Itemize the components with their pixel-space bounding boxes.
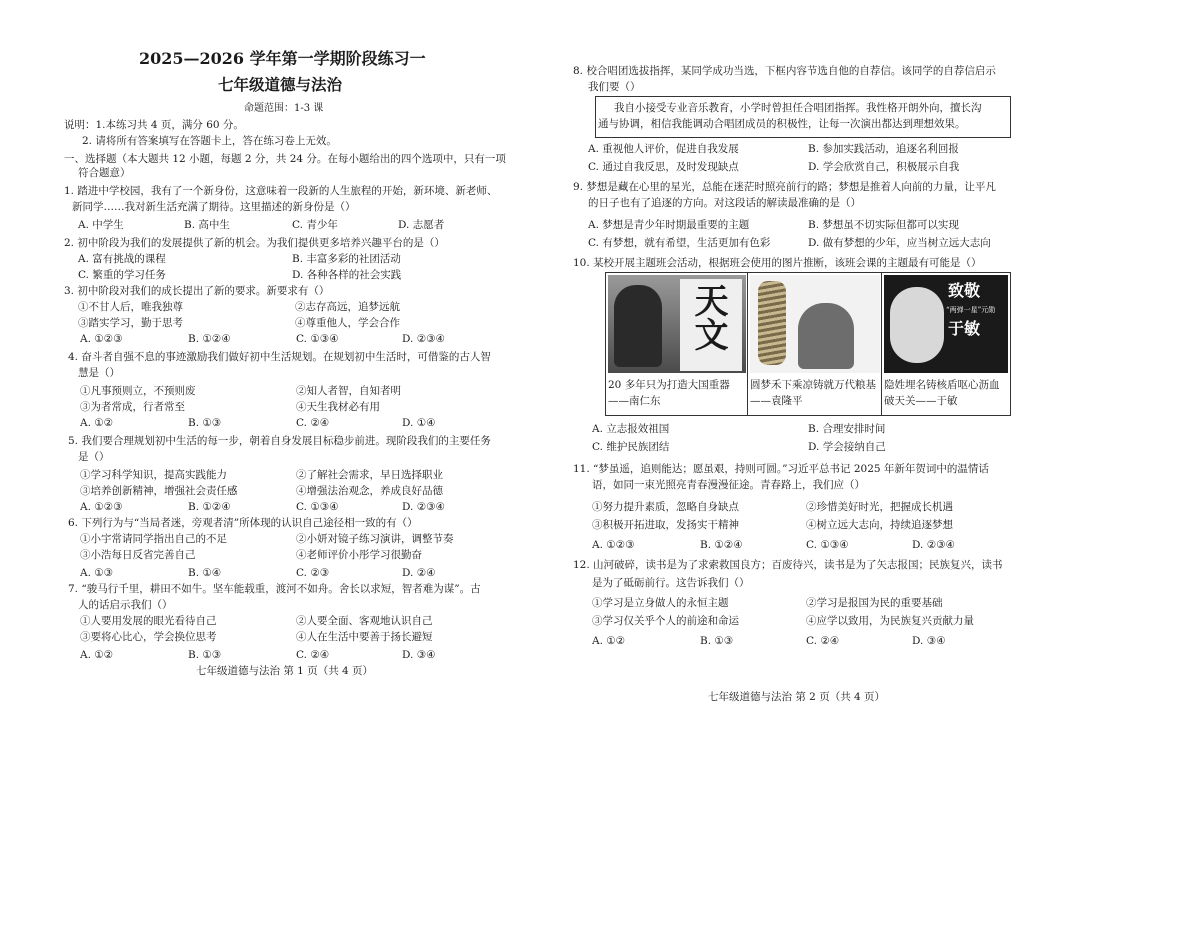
q2-option-a[interactable]: A. 富有挑战的课程 xyxy=(78,253,166,265)
q11-option-a[interactable]: A. ①②③ xyxy=(592,539,635,551)
q6-statement-1: ①小宇常请同学指出自己的不足 xyxy=(80,533,227,545)
q7-statement-2: ②人要全面、客观地认识自己 xyxy=(296,615,433,627)
q6-option-d[interactable]: D. ②④ xyxy=(402,567,436,579)
question-3-stem: 3. 初中阶段对我们的成长提出了新的要求。新要求有（） xyxy=(64,285,330,297)
q8-quote-box xyxy=(595,96,1011,138)
question-4-stem: 4. 奋斗者自强不息的事迹激励我们做好初中生活规划。在规划初中生活时，可借鉴的古人智 xyxy=(68,351,491,363)
question-9-stem-cont: 的日子也有了追逐的方向。对这段话的解读最准确的是（） xyxy=(588,197,861,209)
q11-statement-1: ①努力提升素质，忽略自身缺点 xyxy=(592,501,739,513)
q3-statement-1: ①不甘人后，唯我独尊 xyxy=(78,301,183,313)
question-9-stem: 9. 梦想是藏在心里的星光，总能在迷茫时照亮前行的路；梦想是推着人向前的力量，让平凡 xyxy=(573,181,996,193)
q10-option-a[interactable]: A. 立志报效祖国 xyxy=(592,423,670,435)
q10-image-cell-2 xyxy=(747,272,883,416)
q10-caption-3: 隐姓埋名铸核盾呕心沥血破天关——于敏 xyxy=(884,379,1000,407)
q2-option-d[interactable]: D. 各种各样的社会实践 xyxy=(292,269,402,281)
question-10-stem: 10. 某校开展主题班会活动，根据班会使用的图片推断，该班会课的主题最有可能是（） xyxy=(573,257,982,269)
question-2-stem: 2. 初中阶段为我们的发展提供了新的机会。为我们提供更多培养兴趣平台的是（） xyxy=(64,237,445,249)
q7-option-b[interactable]: B. ①③ xyxy=(188,649,222,661)
q3-option-d[interactable]: D. ②③④ xyxy=(402,333,445,345)
q6-statement-3: ③小浩每日反省完善自己 xyxy=(80,549,196,561)
q7-statement-1: ①人要用发展的眼光看待自己 xyxy=(80,615,217,627)
exam-subject: 七年级道德与法治 xyxy=(218,75,343,94)
question-4-stem-cont: 慧是（） xyxy=(78,367,120,379)
q12-statement-3: ③学习仅关乎个人的前途和命运 xyxy=(592,615,739,627)
question-11-stem-cont: 语，如同一束光照亮青春漫漫征途。青春路上，我们应（） xyxy=(592,479,865,491)
q12-option-d[interactable]: D. ③④ xyxy=(912,635,946,647)
q1-option-a[interactable]: A. 中学生 xyxy=(78,219,124,231)
instruction-2: 2. 请将所有答案填写在答题卡上，答在练习卷上无效。 xyxy=(82,135,337,147)
q8-option-a[interactable]: A. 重视他人评价，促进自我发展 xyxy=(588,143,739,155)
question-5-stem-cont: 是（） xyxy=(78,451,110,463)
q4-statement-2: ②知人者智，自知者明 xyxy=(296,385,401,397)
portrait-figure-icon xyxy=(890,287,944,363)
q10-option-b[interactable]: B. 合理安排时间 xyxy=(808,423,886,435)
q4-statement-1: ①凡事预则立，不预则废 xyxy=(80,385,196,397)
q10-caption-2: 圆梦禾下乘凉铸就万代粮基——袁隆平 xyxy=(750,379,876,407)
q6-option-a[interactable]: A. ①③ xyxy=(80,567,114,579)
question-12-stem-cont: 是为了砥砺前行。这告诉我们（） xyxy=(592,577,750,589)
q12-statement-1: ①学习是立身做人的永恒主题 xyxy=(592,597,729,609)
q5-statement-4: ④增强法治观念，养成良好品德 xyxy=(296,485,443,497)
q3-statement-3: ③踏实学习，勤于思考 xyxy=(78,317,183,329)
q8-quote-line-1: 我自小接受专业音乐教育，小学时曾担任合唱团指挥。我性格开朗外向，擅长沟 xyxy=(614,102,982,114)
q12-option-a[interactable]: A. ①② xyxy=(592,635,626,647)
q12-statement-4: ④应学以致用，为民族复兴贡献力量 xyxy=(806,615,974,627)
astronomer-photo xyxy=(608,275,746,373)
q7-option-d[interactable]: D. ③④ xyxy=(402,649,436,661)
q5-option-d[interactable]: D. ②③④ xyxy=(402,501,445,513)
instruction-1: 说明：1.本练习共 4 页，满分 60 分。 xyxy=(64,119,244,131)
page-footer-1: 七年级道德与法治 第 1 页（共 4 页） xyxy=(196,665,374,677)
rice-scientist-photo xyxy=(750,275,880,373)
title-panel xyxy=(680,279,742,371)
q3-option-a[interactable]: A. ①②③ xyxy=(80,333,123,345)
q7-option-c[interactable]: C. ②④ xyxy=(296,649,330,661)
q8-option-c[interactable]: C. 通过自我反思，及时发现缺点 xyxy=(588,161,739,173)
q4-option-d[interactable]: D. ①④ xyxy=(402,417,436,429)
q1-option-b[interactable]: B. 高中生 xyxy=(184,219,230,231)
q4-option-c[interactable]: C. ②④ xyxy=(296,417,330,429)
q10-option-d[interactable]: D. 学会接纳自己 xyxy=(808,441,886,453)
q6-statement-4: ④老师评价小彤学习很勤奋 xyxy=(296,549,422,561)
q2-option-c[interactable]: C. 繁重的学习任务 xyxy=(78,269,166,281)
q8-quote-line-2: 通与协调，相信我能调动合唱团成员的积极性，让每一次演出都达到理想效果。 xyxy=(598,118,966,130)
q5-option-b[interactable]: B. ①②④ xyxy=(188,501,231,513)
q3-statement-2: ②志存高远，追梦远航 xyxy=(295,301,400,313)
q10-caption-1: 20 多年只为打造大国重器——南仁东 xyxy=(608,379,730,407)
question-8-stem-cont: 我们要（） xyxy=(588,81,641,93)
q8-option-b[interactable]: B. 参加实践活动，追逐名利回报 xyxy=(808,143,959,155)
rice-stalk-icon xyxy=(758,281,786,365)
question-7-stem-cont: 人的话启示我们（） xyxy=(78,599,173,611)
exam-scope: 命题范围：1-3 课 xyxy=(244,103,324,114)
q7-statement-4: ④人在生活中要善于扬长避短 xyxy=(296,631,433,643)
section-heading: 一、选择题（本大题共 12 小题，每题 2 分，共 24 分。在每小题给出的四个选项中，只有一项 xyxy=(64,153,506,165)
q3-option-c[interactable]: C. ①③④ xyxy=(296,333,339,345)
question-6-stem: 6. 下列行为与“当局者迷，旁观者清”所体现的认识自己途径相一致的有（） xyxy=(68,517,418,529)
q9-option-a[interactable]: A. 梦想是青少年时期最重要的主题 xyxy=(588,219,750,231)
q9-option-c[interactable]: C. 有梦想，就有希望，生活更加有色彩 xyxy=(588,237,771,249)
q3-option-b[interactable]: B. ①②④ xyxy=(188,333,231,345)
q1-option-c[interactable]: C. 青少年 xyxy=(292,219,338,231)
img3-subtitle: “两弹一星”元勋 xyxy=(946,306,996,314)
question-1-stem: 1. 踏进中学校园，我有了一个新身份，这意味着一段新的人生旅程的开始，新环境、新老师、 xyxy=(64,185,498,197)
q5-statement-3: ③培养创新精神，增强社会责任感 xyxy=(80,485,238,497)
physicist-photo xyxy=(884,275,1008,373)
q1-option-d[interactable]: D. 志愿者 xyxy=(398,219,445,231)
q11-statement-3: ③积极开拓进取，发扬实干精神 xyxy=(592,519,739,531)
q11-statement-4: ④树立远大志向，持续追逐梦想 xyxy=(806,519,953,531)
q6-option-c[interactable]: C. ②③ xyxy=(296,567,330,579)
question-7-stem: 7. “骏马行千里，耕田不如牛。坚车能载重，渡河不如舟。舍长以求短，智者难为谋”。古 xyxy=(68,583,481,595)
question-8-stem: 8. 校合唱团选拔指挥，某同学成功当选，下框内容节选自他的自荐信。该同学的自荐信启示 xyxy=(573,65,996,77)
img3-headline: 致敬 xyxy=(948,281,981,300)
question-1-stem-cont: 新同学……我对新生活充满了期待。这里描述的新身份是（） xyxy=(72,201,356,213)
exam-title: 2025—2026 学年第一学期阶段练习一 xyxy=(139,49,426,68)
q12-statement-2: ②学习是报国为民的重要基础 xyxy=(806,597,943,609)
q7-option-a[interactable]: A. ①② xyxy=(80,649,114,661)
question-12-stem: 12. 山河破碎，读书是为了求索救国良方；百废待兴，读书是为了矢志报国；民族复兴，读书 xyxy=(573,559,1003,571)
section-heading-cont: 符合题意） xyxy=(78,167,131,179)
q10-image-cell-1 xyxy=(605,272,749,416)
img3-name: 于敏 xyxy=(948,319,981,338)
q5-statement-2: ②了解社会需求，早日选择职业 xyxy=(296,469,443,481)
q4-statement-4: ④天生我材必有用 xyxy=(296,401,380,413)
q5-option-c[interactable]: C. ①③④ xyxy=(296,501,339,513)
q10-image-cell-3 xyxy=(881,272,1011,416)
q11-option-d[interactable]: D. ②③④ xyxy=(912,539,955,551)
q5-option-a[interactable]: A. ①②③ xyxy=(80,501,123,513)
q10-option-c[interactable]: C. 维护民族团结 xyxy=(592,441,670,453)
portrait-figure-icon xyxy=(798,303,854,369)
q11-option-b[interactable]: B. ①②④ xyxy=(700,539,743,551)
q12-option-c[interactable]: C. ②④ xyxy=(806,635,840,647)
portrait-figure-icon xyxy=(614,285,662,367)
q9-option-b[interactable]: B. 梦想虽不切实际但都可以实现 xyxy=(808,219,959,231)
q4-option-a[interactable]: A. ①② xyxy=(80,417,114,429)
q6-option-b[interactable]: B. ①④ xyxy=(188,567,222,579)
q2-option-b[interactable]: B. 丰富多彩的社团活动 xyxy=(292,253,401,265)
q5-statement-1: ①学习科学知识，提高实践能力 xyxy=(80,469,227,481)
exam-page-2 xyxy=(573,0,1200,926)
q11-statement-2: ②珍惜美好时光，把握成长机遇 xyxy=(806,501,953,513)
question-5-stem: 5. 我们要合理规划初中生活的每一步，朝着自身发展目标稳步前进。现阶段我们的主要任务 xyxy=(68,435,491,447)
q9-option-d[interactable]: D. 做有梦想的少年，应当树立远大志向 xyxy=(808,237,991,249)
q12-option-b[interactable]: B. ①③ xyxy=(700,635,734,647)
q11-option-c[interactable]: C. ①③④ xyxy=(806,539,849,551)
question-11-stem: 11. “梦虽遥，追则能达；愿虽艰，持则可圆。”习近平总书记 2025 年新年贺词中的温情话 xyxy=(573,463,989,475)
q6-statement-2: ②小妍对镜子练习演讲，调整节奏 xyxy=(296,533,454,545)
q8-option-d[interactable]: D. 学会欣赏自己，积极展示自我 xyxy=(808,161,960,173)
q4-statement-3: ③为者常成，行者常至 xyxy=(80,401,185,413)
q4-option-b[interactable]: B. ①③ xyxy=(188,417,222,429)
q7-statement-3: ③要将心比心，学会换位思考 xyxy=(80,631,217,643)
page-footer-2: 七年级道德与法治 第 2 页（共 4 页） xyxy=(708,691,886,703)
img1-headline: 天文 xyxy=(688,283,728,351)
q3-statement-4: ④尊重他人，学会合作 xyxy=(295,317,400,329)
